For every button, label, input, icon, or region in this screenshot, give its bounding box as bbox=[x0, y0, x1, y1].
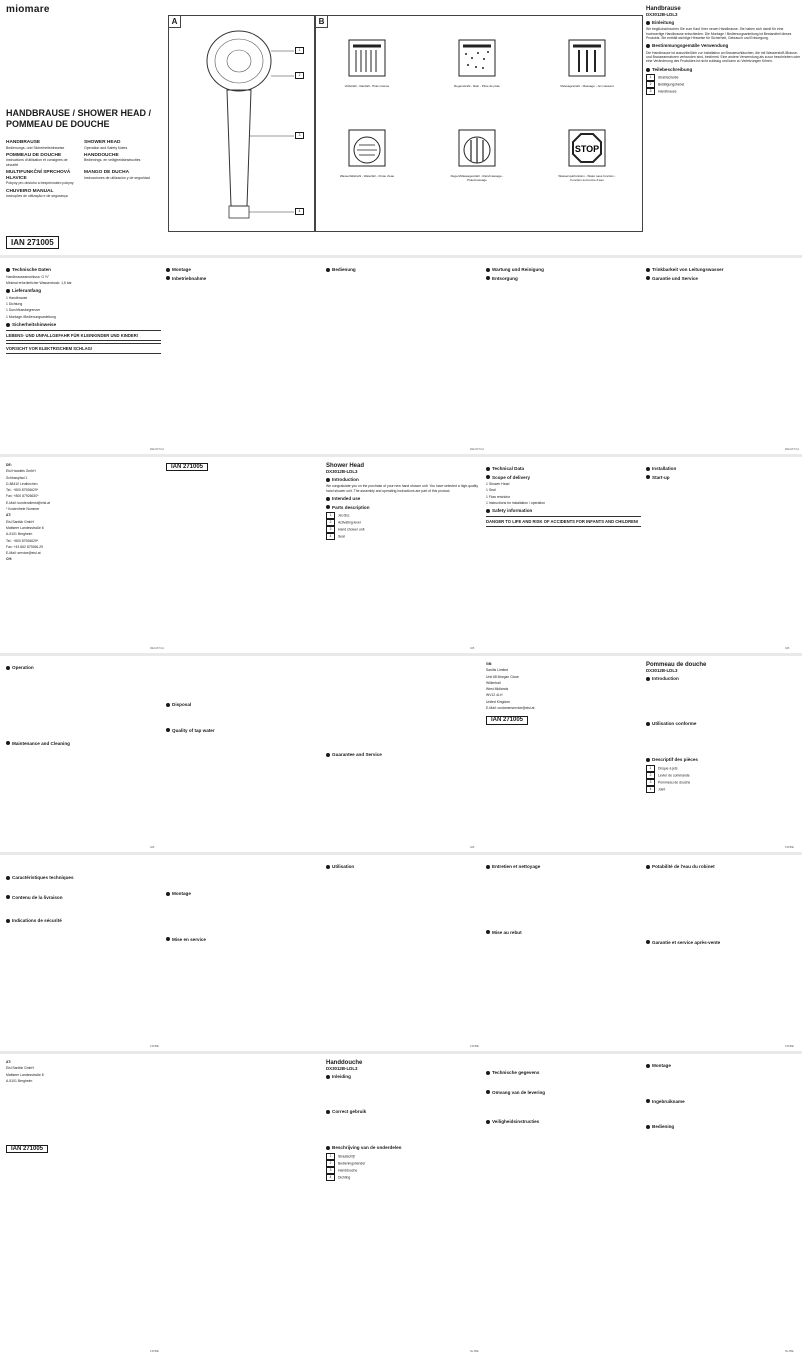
page-de-2 bbox=[0, 258, 802, 454]
nl-col-2: Technische gegevens Omvang van de levering Veiligheidsinstructies bbox=[486, 1060, 641, 1127]
section-heading: Technische Daten bbox=[6, 267, 161, 273]
en-col-6: Guarantee and Service bbox=[326, 662, 481, 760]
page-fr: Caractéristiques techniques Contenu de la livraison Indications de sécurité Montage Mise en service Utilisation Entretien et nettoyage Mise au rebut Potabilité de l'eau du robinet Garantie et service après-vente FR/BE FR/BE FR/BE bbox=[0, 855, 802, 1051]
language-item: CHUVEIRO MANUAL Instruções de utilização e de segurança bbox=[6, 188, 68, 199]
mode-caption: Wasserfallstrahl - Waterfall - Chute d'eau bbox=[339, 174, 395, 178]
address-column: DE: Eisl Handels GmbH Schlosspfad 1 D-88410 Leutkirchen Tel.: +800 87926629* Fax: +800 87926630* E-Mail: kundendienst@eisl.at * Kostenfreie Nummer AT: Eisl Sanitär GmbH Mattseer Landesstraße 8 A-5101 Bergheim Tel.: +800 87926629* Fax: +43 662 879266-29 E-Mail: service@eisl.at CH: bbox=[6, 463, 161, 564]
spray-mode-rain-massage bbox=[446, 128, 508, 183]
language-item: MULTIFUNKČNÍ SPRCHOVÁ HLAVICE Pokyny pro obsluhu a bezpečnostní pokyny bbox=[6, 170, 74, 186]
use-text: Die Handbrause ist ausschließlich zur Installation an Brauseschläuchen, die mit Wasserstoff-/Brause- und Brausearmaturen verbunden sind, bestimmt. Eine andere Verwendung als zuvor beschrieben oder eine Veränderung des Produktes ist nicht zulässig und kann zu Verletzungen führen. bbox=[646, 50, 801, 64]
part-callout-1: 1 bbox=[295, 47, 304, 54]
spray-mode-massage bbox=[556, 38, 618, 89]
intro-text: Wir beglückwünschen Sie zum Kauf Ihrer neuen Handbrause. Sie haben sich damit für eine hochwertige Handbrause entschieden. Die Montage / Bedienungsanleitung ist Bestandteil dieses Produkts. Sie enthält wichtige Hinweise für Sicherheit, Gebrauch und Entsorgung. bbox=[646, 27, 792, 40]
tech-line: Handbrauseanschluss: G ½" bbox=[6, 274, 50, 279]
figure-a bbox=[168, 15, 315, 232]
product-title: Shower Head bbox=[326, 463, 365, 469]
spray-mode-water-save bbox=[556, 128, 618, 183]
gb-address: GB: Sanitis Limited Unit 68 Morgan Close Willenhall West Midlands WV12 4LH United Kingdom E-Mail: customerservice@eisl.at IAN 271005 bbox=[486, 662, 535, 724]
de-col-5 bbox=[646, 264, 801, 283]
rainfall-icon bbox=[347, 38, 387, 78]
fr-col-6: Potabilité de l'eau du robinet Garantie et service après-vente bbox=[646, 861, 801, 947]
en-col-2: Technical Data Scope of delivery 1 Shower Head 1 Seal 1 Flow restrictor 1 Instructions for installation / operation Safety information DANGER TO LIFE AND RISK OF ACCIDENTS FOR INFANTS AND CHILDREN! bbox=[486, 463, 641, 529]
en-col-5: Disposal Quality of tap water bbox=[166, 662, 321, 735]
section-heading: Sicherheitshinweise bbox=[6, 322, 161, 328]
brand-logo: miomare bbox=[6, 4, 50, 15]
parts-list: 1 Jet disc 2 Activating lever 3 Hand shower unit 4 Seal bbox=[326, 512, 481, 540]
stop-icon bbox=[567, 128, 607, 168]
language-item: SHOWER HEAD Operation and Safety Notes bbox=[84, 140, 128, 150]
de-col-3 bbox=[326, 264, 481, 275]
bullet-icon bbox=[646, 68, 650, 72]
figure-b bbox=[315, 15, 643, 232]
cover-page bbox=[0, 0, 802, 255]
model-number: DX3012B-LDL3 bbox=[646, 11, 678, 17]
country-label: AT: bbox=[6, 513, 12, 518]
country-label: DE: bbox=[6, 463, 12, 467]
part-callout-2: 2 bbox=[295, 72, 304, 79]
rain-massage-icon bbox=[457, 128, 497, 168]
fr-col-4: Utilisation bbox=[326, 861, 481, 872]
product-title: Handbrause bbox=[646, 6, 681, 12]
page-number: DE/AT/CH bbox=[785, 447, 799, 451]
section-heading: Bestimmungsgemäße Verwendung bbox=[646, 43, 801, 49]
op-heading: Inbetriebnahme bbox=[172, 275, 207, 281]
warning-box: LEBENS- UND UNFALLGEFAHR FÜR KLEINKINDER UND KINDER! bbox=[6, 330, 161, 341]
language-list bbox=[6, 140, 156, 201]
fr-col-3: Montage Mise en service bbox=[166, 861, 321, 944]
mode-caption: Regen/Massagestrahl - Rain/massage - Pluie/massage bbox=[450, 174, 504, 182]
nl-col-3: Montage Ingebruikname Bediening bbox=[646, 1060, 801, 1132]
section-heading: Teilebeschreibung bbox=[646, 67, 801, 73]
de-col-1 bbox=[6, 264, 161, 356]
scope-line: 1 Dichtung bbox=[6, 302, 23, 307]
en-col-3: Installation Start-up bbox=[646, 463, 801, 482]
en-col-1: Shower Head DX3012B-LDL3 Introduction We congratulate you on the purchase of your new hand shower unit. You have selected a high-quality hand shower unit. The assembly and operating instructions are part of this product. Intended use Parts description 1 Jet disc 2 Activating lever 3 Hand shower unit 4 Seal bbox=[326, 463, 481, 540]
section-heading: Einleitung bbox=[646, 20, 801, 26]
page-number: DE/AT/CH bbox=[470, 447, 484, 451]
scope-line: 1 Handbrause bbox=[6, 295, 28, 300]
spray-mode-rain bbox=[446, 38, 508, 89]
fr-address: AT: Eisl Sanitär GmbH Mattseer Landesstraße 8 A-5101 Bergheim IAN 271005 bbox=[6, 1060, 161, 1153]
model-number: DX3012B-LDL3 bbox=[326, 468, 358, 474]
intro-text: We congratulate you on the purchase of your new hand shower unit. You have selected a high-quality hand shower unit. The assembly and operating instructions are part of this product. bbox=[326, 484, 479, 493]
ian-number: IAN 271005 bbox=[6, 236, 59, 249]
bullet-icon bbox=[646, 21, 650, 25]
scope-line: 1 Durchflussbegrenzer bbox=[6, 308, 41, 313]
spray-mode-waterfall bbox=[336, 128, 398, 179]
spray-mode-rainfall bbox=[336, 38, 398, 89]
page-nl: AT: Eisl Sanitär GmbH Mattseer Landesstraße 8 A-5101 Bergheim IAN 271005 Handdouche DX3012B-LDL3 Inleiding Correct gebruik Beschrijving van de onderdelen 1 Straalschijf 2 Bedieningshendel 3 Handdouche 4 Dichting Technische gegevens Omvang van de levering Veiligheidsinstructies Montage Ingebruikname Bediening FR/BE NL/BE NL/BE bbox=[0, 1054, 802, 1356]
language-item: POMMEAU DE DOUCHE Instructions d'utilisation et consignes de sécurité bbox=[6, 152, 68, 167]
page-en-fr: Operation Maintenance and Cleaning Disposal Quality of tap water Guarantee and Service GB: Sanitis Limited Unit 68 Morgan Close Willenhall West Midlands WV12 4LH United Kingdom E-Mail: customerservice@eisl.at IAN 271005 Pommeau de douche DX3012B-LDL3 Introduction Utilisation conforme Descriptif des pièces 1 Disque à jets 2 Levier de commande 3 Pommeau de douche 4 Joint GB GB FR/BE bbox=[0, 656, 802, 852]
ian-number: IAN 271005 bbox=[166, 463, 208, 471]
en-col-4: Operation Maintenance and Cleaning bbox=[6, 662, 161, 748]
ian-column bbox=[166, 463, 321, 471]
maint-heading: Wartung und Reinigung bbox=[492, 267, 544, 272]
electric-warning: VORSICHT VOR ELEKTRISCHEM SCHLAG! bbox=[6, 343, 161, 354]
water-heading: Trinkbarkeit von Leitungswasser bbox=[652, 267, 724, 272]
tech-line: Minimal erforderlicher Wasserdruck: 1,5 bar bbox=[6, 280, 72, 285]
bullet-icon bbox=[646, 44, 650, 48]
section-heading: Lieferumfang bbox=[6, 288, 161, 294]
page-number: DE/AT/CH bbox=[150, 447, 164, 451]
disposal-heading: Entsorgung bbox=[492, 275, 518, 281]
language-item: HANDDOUCHE Bedienings- en veiligheidsinstructies bbox=[84, 152, 141, 163]
figure-a-label: A bbox=[169, 16, 181, 28]
fr-col-5: Entretien et nettoyage Mise au rebut bbox=[486, 861, 641, 937]
control-heading: Bedienung bbox=[332, 267, 356, 272]
warranty-heading: Garantie und Service bbox=[652, 275, 698, 281]
stop-label: STOP bbox=[574, 144, 600, 154]
de-intro-column bbox=[646, 6, 801, 95]
mode-caption: Massagestrahl - Massage - Jet massant bbox=[560, 84, 614, 88]
de-col-2 bbox=[166, 264, 321, 283]
country-label: CH: bbox=[6, 557, 13, 562]
fr-col-2: Caractéristiques techniques Contenu de la livraison Indications de sécurité bbox=[6, 861, 161, 926]
warning-box: DANGER TO LIFE AND RISK OF ACCIDENTS FOR INFANTS AND CHILDREN! bbox=[486, 516, 641, 527]
mode-caption: Vollstrahl - Rainfall - Pluie intense bbox=[344, 84, 390, 88]
waterfall-icon bbox=[347, 128, 387, 168]
nl-col-1: Handdouche DX3012B-LDL3 Inleiding Correct gebruik Beschrijving van de onderdelen 1 Straalschijf 2 Bedieningshendel 3 Handdouche 4 Dichting bbox=[326, 1060, 402, 1179]
scope-line: 1 Montage-/Bedienungsanleitung bbox=[6, 314, 56, 319]
fr-col-1: Pommeau de douche DX3012B-LDL3 Introduction Utilisation conforme Descriptif des pièces 1 Disque à jets 2 Levier de commande 3 Pommeau de douche 4 Joint bbox=[646, 662, 707, 791]
cover-title: HANDBRAUSE / SHOWER HEAD / POMMEAU DE DOUCHE bbox=[6, 108, 152, 129]
language-item: MANGO DE DUCHA Instrucciones de utilización y de seguridad bbox=[84, 170, 150, 180]
language-item: HANDBRAUSE Bedienungs- und Sicherheitshinweise bbox=[6, 140, 65, 150]
part-callout-3: 3 bbox=[295, 132, 304, 139]
rain-icon bbox=[457, 38, 497, 78]
shower-head-drawing bbox=[169, 16, 314, 231]
figure-b-label: B bbox=[316, 16, 328, 28]
massage-icon bbox=[567, 38, 607, 78]
mode-caption: Regenstrahl - Rain - Pluie de pluie bbox=[454, 84, 500, 88]
page-de-en: DE: Eisl Handels GmbH Schlosspfad 1 D-88410 Leutkirchen Tel.: +800 87926629* Fax: +800 87926630* E-Mail: kundendienst@eisl.at * Kostenfreie Nummer AT: Eisl Sanitär GmbH Mattseer Landesstraße 8 A-5101 Bergheim Tel.: +800 87926629* Fax: +43 662 879266-29 E-Mail: service@eisl.at CH: IAN 271005 Shower Head DX3012B-LDL3 Introduction We congratulate you on the purchase of your new hand shower unit. You have selected a high-quality hand shower unit. The assembly and operating instructions are part of this product. Intended use Parts description 1 Jet disc 2 Activating lever 3 Hand shower unit 4 Seal Technical Data Scope of delivery 1 Shower Head 1 Seal 1 Flow restrictor 1 Instructions for installation / operation Safety information DANGER TO LIFE AND RISK OF ACCIDENTS FOR INFANTS AND CHILDREN! Installation Start-up DE/AT/CH GB GB bbox=[0, 457, 802, 653]
parts-list: 1 Strahlscheibe 2 Betätigungshebel 3 Handbrause bbox=[646, 74, 801, 95]
mode-caption: Wassersparfunktion - Water save function - Fonction économie d'eau bbox=[558, 174, 616, 182]
part-callout-4: 4 bbox=[295, 208, 304, 215]
mount-heading: Montage bbox=[172, 267, 191, 272]
de-col-4 bbox=[486, 264, 641, 283]
